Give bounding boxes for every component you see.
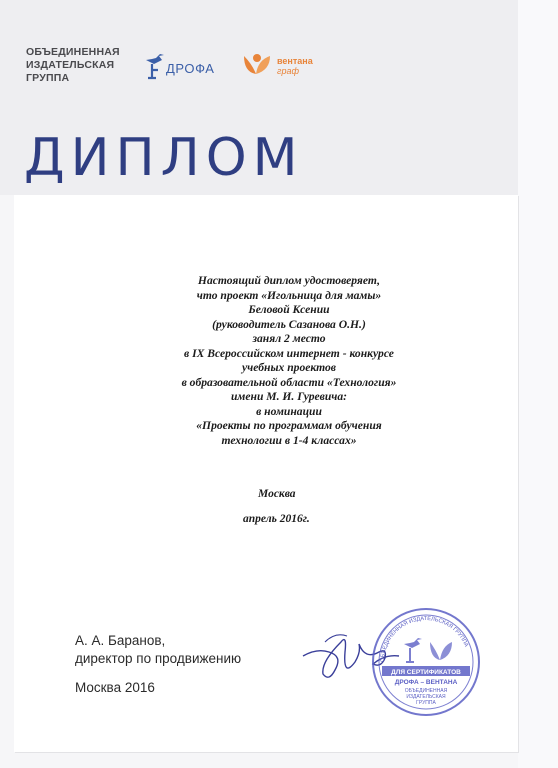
- body-line: технологии в 1-4 классах»: [221, 433, 357, 447]
- stamp-bottom-line-3: ГРУППА: [416, 700, 436, 706]
- publisher-group-line-2: ИЗДАТЕЛЬСКАЯ: [26, 59, 115, 71]
- stamp-bottom-line-2: ИЗДАТЕЛЬСКАЯ: [406, 694, 446, 700]
- diploma-title: ДИПЛОМ: [24, 128, 304, 188]
- body-line: Настоящий диплом удостоверяет,: [197, 274, 381, 287]
- ventana-brand-sub: граф: [277, 66, 299, 76]
- body-line: учебных проектов: [242, 361, 336, 374]
- signer-name: А. А. Баранов,: [75, 633, 166, 648]
- scan-edge: [518, 0, 558, 768]
- body-line: имени М. И. Гуревича:: [230, 390, 348, 403]
- publisher-group-label: [26, 46, 120, 85]
- ventana-brand: [277, 56, 313, 76]
- ventana-brand-name: вентана: [277, 56, 313, 66]
- body-line: в образовательной области «Технология»: [181, 375, 397, 389]
- signer-position: директор по продвижению: [75, 651, 242, 666]
- body-line: занял 2 место: [252, 332, 326, 345]
- footer-place-year: Москва 2016: [75, 680, 155, 695]
- stamp-center-text: ДРОФА – ВЕНТАНА: [394, 679, 458, 686]
- stamp-top-text: ОБЪЕДИНЕННАЯ ИЗДАТЕЛЬСКАЯ ГРУППА: [379, 615, 470, 663]
- organization-stamp-icon: [370, 606, 482, 718]
- issue-place: Москва: [258, 488, 296, 500]
- drofa-brand-name: ДРОФА: [166, 61, 215, 76]
- body-line: что проект «Игольница для мамы»: [196, 288, 382, 302]
- body-line: «Проекты по программам обучения: [196, 419, 382, 432]
- body-line: Беловой Ксении: [248, 303, 330, 316]
- signer-block: [75, 632, 241, 668]
- body-line: в IX Всероссийском интернет - конкурсе: [184, 346, 394, 360]
- stamp-band-text: ДЛЯ СЕРТИФИКАТОВ: [391, 669, 461, 676]
- publisher-group-line-3: ГРУППА: [26, 72, 70, 84]
- stamp-bottom-line-1: ОБЪЕДИНЕННАЯ: [404, 688, 448, 694]
- diploma-body: [128, 274, 450, 448]
- publisher-group-line-1: ОБЪЕДИНЕННАЯ: [26, 46, 120, 58]
- body-line: (руководитель Сазанова О.Н.): [212, 317, 366, 331]
- issue-date: апрель 2016г.: [243, 513, 310, 525]
- body-line: в номинации: [256, 404, 322, 418]
- ventana-logo-icon: [240, 50, 276, 80]
